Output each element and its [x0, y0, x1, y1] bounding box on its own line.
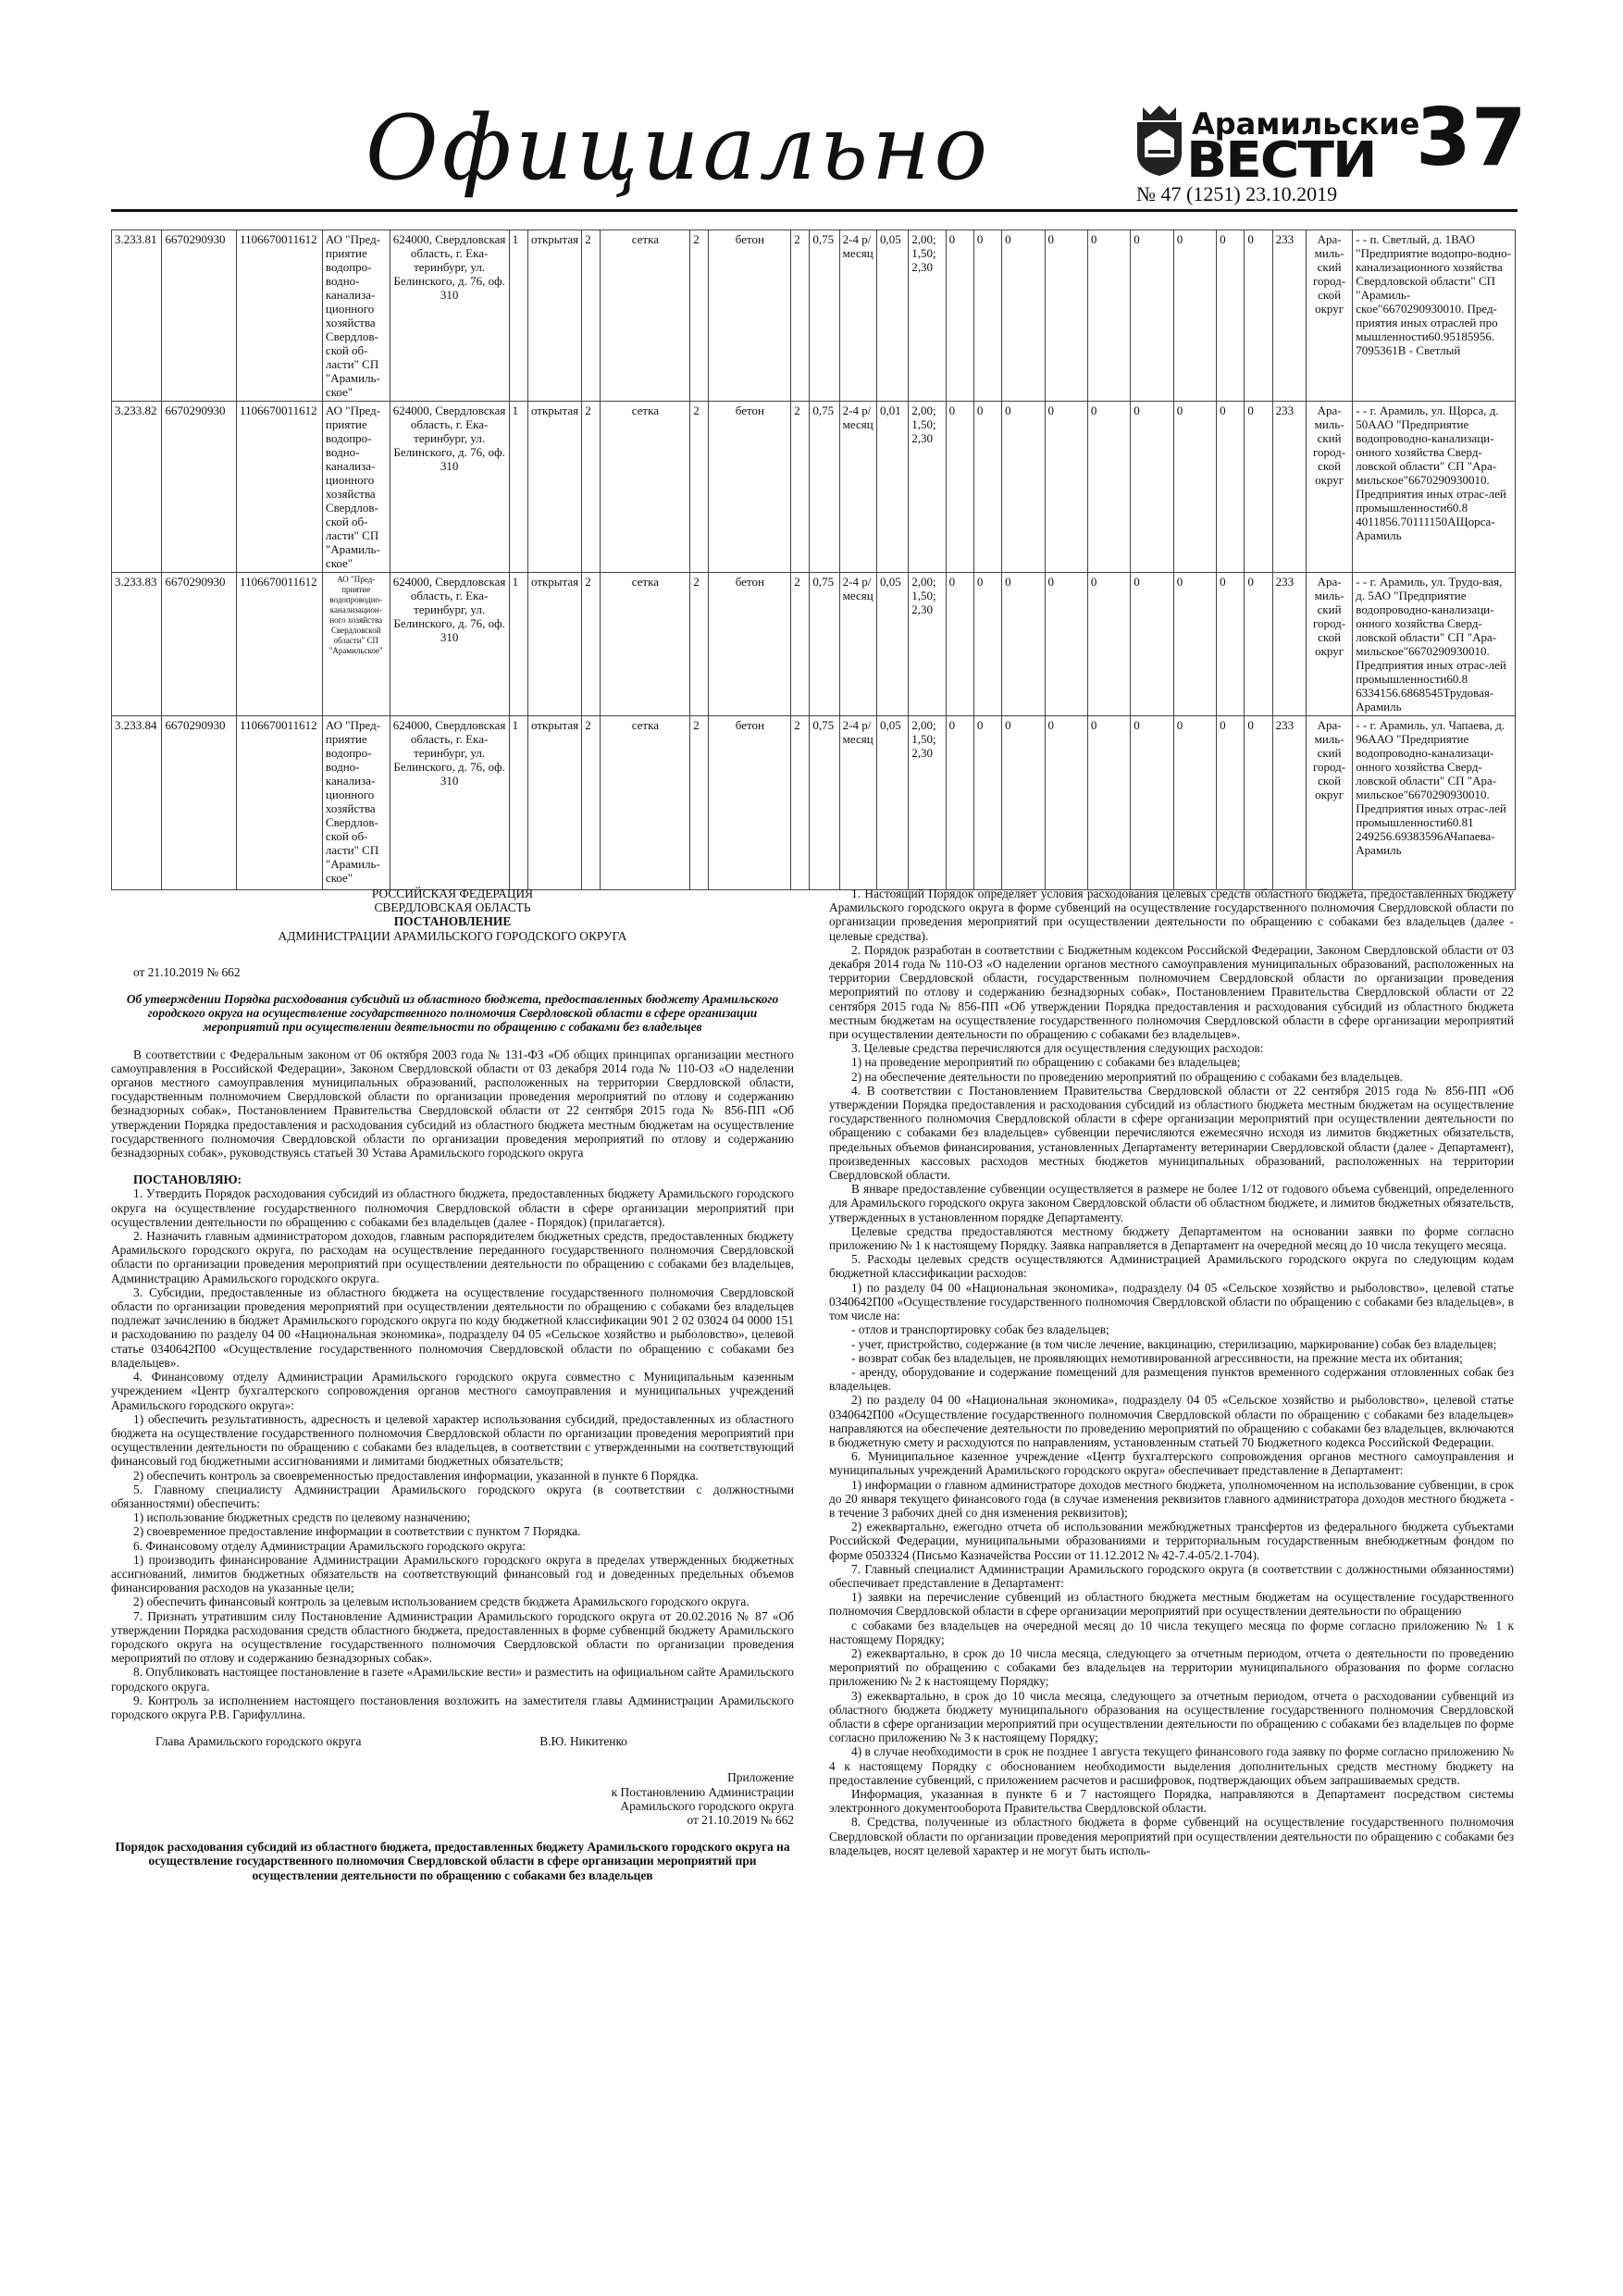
table-cell: 0	[1002, 716, 1045, 890]
table-cell: 3.233.84	[112, 716, 162, 890]
issue-number: № 47 (1251) 23.10.2019	[1136, 182, 1338, 205]
left-column	[111, 887, 794, 1882]
paragraph: 5. Главному специалисту Администрации Арамильского городского округа (в соответствии с должностными обязанностями) обеспечить:	[111, 1482, 794, 1510]
table-cell: 0,75	[810, 402, 839, 573]
table-cell: 0	[1131, 230, 1173, 402]
table-cell: АО "Пред-приятие водопро-водно-канализа-ционного хозяйства Свердлов-ской об-ласти" СП "Арамиль-ское"	[322, 230, 390, 402]
table-cell: 2,00; 1,50; 2,30	[909, 230, 946, 402]
table-cell: 624000, Свердловская область, г. Ека-теринбург, ул. Белинского, д. 76, оф. 310	[390, 573, 509, 716]
table-cell: 1	[509, 573, 527, 716]
paragraph: 8. Опубликовать настоящее постановление в газете «Арамильские вести» и разместить на официальном сайте Арамильского городского округа.	[111, 1665, 794, 1694]
table-cell: 0	[973, 402, 1001, 573]
table-row	[112, 402, 1516, 573]
page-number: 37	[1416, 92, 1527, 184]
table-cell: 0	[1245, 402, 1272, 573]
table-cell: АО "Пред-приятие водопроводно-канализацион-ного хозяйства Свердловской области" СП "Арамильское"	[322, 573, 390, 716]
table-cell: 0	[1245, 573, 1272, 716]
logo-main-text: ВЕСТИ	[1186, 130, 1376, 189]
right-column	[829, 887, 1514, 1857]
table-cell: 2	[582, 716, 601, 890]
table-cell: - - г. Арамиль, ул. Трудо-вая, д. 5АО "Предприятие водопроводно-канализаци-онного хозяйства Сверд-ловской области" СП "Ара-мильское"6670290930010. Предприятия иных отрас-лей промышленности60.8 6334156.6868545Трудовая-Арамиль	[1353, 573, 1516, 716]
paragraph: с собаками без владельцев на очередной месяц до 10 числа текущего месяца по форме согласно приложению № 1 к настоящему Порядку;	[829, 1618, 1514, 1646]
table-row	[112, 573, 1516, 716]
table-cell: АО "Пред-приятие водопро-водно-канализа-ционного хозяйства Свердлов-ской об-ласти" СП "Арамиль-ское"	[322, 716, 390, 890]
table-cell: 0	[1045, 716, 1087, 890]
table-cell: 3.233.83	[112, 573, 162, 716]
table-cell: 2	[690, 230, 709, 402]
paragraph: 1) заявки на перечисление субвенций из областного бюджета местным бюджетам на осуществление государственного полномочия Свердловской области в сфере организации мероприятий при осуществлении деятельности по обращению	[829, 1590, 1514, 1619]
paragraph: 8. Средства, полученные из областного бюджета в форме субвенций на осуществление государственного полномочия Свердловской области по организации проведения мероприятий при осуществлении деятельности по обращению с собаками без владельцев, носят целевой характер и не могут быть исполь-	[829, 1815, 1514, 1857]
signature-position: Глава Арамильского городского округа	[155, 1734, 362, 1749]
table-cell: 0	[1002, 573, 1045, 716]
table-cell: 0	[973, 230, 1001, 402]
table-cell: открытая	[527, 402, 582, 573]
table-cell: 0	[1087, 402, 1130, 573]
table-cell: 0	[1217, 573, 1245, 716]
table-cell: 233	[1272, 573, 1306, 716]
heading-region: СВЕРДЛОВСКАЯ ОБЛАСТЬ	[374, 900, 531, 915]
table-cell: 233	[1272, 402, 1306, 573]
table-cell: сетка	[601, 573, 690, 716]
table-cell: 0	[1217, 716, 1245, 890]
table-cell: 2-4 р/месяц	[839, 402, 876, 573]
paragraph: 1) производить финансирование Администрации Арамильского городского округа в пределах утвержденных бюджетных ассигнований, лимитов бюджетных обязательств на соответствующий финансовый год и доведенных предельных объемов финансирования расходов на указанные цели;	[111, 1552, 794, 1595]
table-cell: 0	[1131, 402, 1173, 573]
table-cell: 0	[1173, 402, 1216, 573]
table-cell: 0,75	[810, 573, 839, 716]
order-title: Порядок расходования субсидий из областного бюджета, предоставленных бюджету Арамильского городского округа на осуществление государственного полномочия Свердловской области в сфере организации мероприятий при осуществлении деятельности по обращению с собаками без владельцев	[115, 1840, 790, 1882]
table-cell: 0,05	[877, 573, 909, 716]
table-cell: 6670290930	[162, 573, 237, 716]
table-cell: 6670290930	[162, 716, 237, 890]
paragraph: 6. Финансовому отделу Администрации Арамильского городского округа:	[133, 1538, 527, 1553]
table-cell: 0	[946, 402, 973, 573]
logo-top-text: Арамильские	[1192, 106, 1420, 142]
table-cell: 2,00; 1,50; 2,30	[909, 402, 946, 573]
heading-federation: РОССИЙСКАЯ ФЕДЕРАЦИЯ	[371, 887, 534, 900]
table-cell: 0,01	[877, 402, 909, 573]
table-cell: - - г. Арамиль, ул. Чапаева, д. 96ААО "Предприятие водопроводно-канализаци-онного хозяйства Сверд-ловской области" СП "Ара-мильское"6670290930010. Предприятия иных отрас-лей промышленности60.81 249256.69383596АЧапаева-Арамиль	[1353, 716, 1516, 890]
table-cell: 0,75	[810, 716, 839, 890]
table-cell: 0	[946, 573, 973, 716]
table-cell: 0	[1173, 230, 1216, 402]
table-cell: Ара-миль-ский город-ской округ	[1306, 230, 1352, 402]
table-cell: 2	[791, 230, 810, 402]
paragraph: 1) на проведение мероприятий по обращению с собаками без владельцев;	[851, 1055, 1241, 1070]
table-cell: 0	[1173, 716, 1216, 890]
table-cell: Ара-миль-ский город-ской округ	[1306, 402, 1352, 573]
paragraph: - учет, пристройство, содержание (в том числе лечение, вакцинацию, стерилизацию, маркирование) собак без владельцев;	[851, 1336, 1497, 1351]
paragraph: 2) на обеспечение деятельности по проведению мероприятий по обращению с собаками без владельцев.	[851, 1069, 1404, 1084]
paragraph: 2) ежеквартально, ежегодно отчета об использовании межбюджетных трансфертов из федерального бюджета субъектами Российской Федерации, муниципальными образованиями и территориальным государственным внебюджетным фондом по форме 0503324 (Письмо Казначейства России от 11.12.2012 № 42-7.4-05/2.1-704).	[829, 1520, 1514, 1562]
table-cell: 2	[791, 716, 810, 890]
paragraph: 7. Главный специалист Администрации Арамильского городского округа (в соответствии с должностными обязанностями) обеспечивает представление в Департамент:	[829, 1561, 1514, 1590]
table-cell: 6670290930	[162, 402, 237, 573]
table-cell: открытая	[527, 573, 582, 716]
paragraph: Целевые средства предоставляются местному бюджету Департаментом на основании заявки по форме согласно приложению № 1 к настоящему Порядку. Заявка направляется в Департамент на очередной месяц до 10 числа текущего месяца.	[829, 1223, 1514, 1253]
table-cell: - - г. Арамиль, ул. Щорса, д. 50ААО "Предприятие водопроводно-канализаци-онного хозяйства Сверд-ловской области" СП "Ара-мильское"6670290930010. Предприятия иных отрас-лей промышленности60.8 4011856.70111150АЩорса-Арамиль	[1353, 402, 1516, 573]
table-cell: 0	[973, 573, 1001, 716]
table-cell: 2	[690, 402, 709, 573]
paragraph: 3) ежеквартально, в срок до 10 числа месяца, следующего за отчетным периодом, отчета о расходовании субвенций из областного бюджета бюджету муниципального образования на осуществление государственного полномочия Свердловской области в сфере организации мероприятий при осуществлении деятельности по обращению с собаками без владельцев по форме согласно приложению № 3 к настоящему Порядку;	[829, 1688, 1514, 1745]
table-cell: 1	[509, 402, 527, 573]
page-header	[0, 0, 1623, 217]
paragraph: 3. Целевые средства перечисляются для осуществления следующих расходов:	[851, 1041, 1264, 1056]
table-cell: 2	[791, 402, 810, 573]
table-cell: 2	[582, 402, 601, 573]
table-cell: 1106670011612	[237, 573, 323, 716]
table-cell: бетон	[709, 716, 791, 890]
table-cell: 2,00; 1,50; 2,30	[909, 573, 946, 716]
table-cell: 3.233.82	[112, 402, 162, 573]
paragraph: Информация, указанная в пункте 6 и 7 настоящего Порядка, направляются в Департамент посредством системы электронного документооборота Правительства Свердловской области.	[829, 1787, 1514, 1816]
table-cell: 1106670011612	[237, 402, 323, 573]
paragraph: В январе предоставление субвенции осуществляется в размере не более 1/12 от годового объема субвенций, определенного для Арамильского городского округа законом Свердловской области об областном бюджете, и лимитов бюджетных обязательств, утвержденных в установленном порядке Департаменту.	[829, 1182, 1514, 1224]
table-cell: 2-4 р/месяц	[839, 230, 876, 402]
table-cell: 0	[1245, 230, 1272, 402]
preamble: В соответствии с Федеральным законом от 06 октября 2003 года № 131-ФЗ «Об общих принципах организации местного самоуправления в Российской Федерации», Законом Свердловской области от 03 декабря 2014 года № 110-ОЗ «О наделении органов местного самоуправления муниципальных образований, расположенных на территории Свердловской области, государственным полномочием Свердловской области по организации проведения мероприятий по отлову и содержанию безнадзорных собак», Постановлением Правительства Свердловской области от 22 сентября 2015 года № 856-ПП «Об утверждении Порядка предоставления и расходования субсидий из областного бюджета местным бюджетам на осуществление государственного полномочия Свердловской области по организации проведения мероприятий по отлову и содержанию безнадзорных собак», руководствуясь статьей 30 Устава Арамильского городского округа	[111, 1047, 794, 1160]
section-title: Официально	[365, 96, 992, 200]
table-cell: бетон	[709, 573, 791, 716]
resolution-title: Об утверждении Порядка расходования субсидий из областного бюджета, предоставленных бюджету Арамильского городского округа на осуществление государственного полномочия Свердловской области в сфере организации мероприятий при осуществлении деятельности по обращению с собаками без владельцев	[126, 992, 779, 1035]
header-rule	[111, 209, 1518, 212]
table-cell: 0,75	[810, 230, 839, 402]
resolution-date: от 21.10.2019 № 662	[133, 964, 241, 979]
paragraph: 2. Назначить главным администратором доходов, главным распорядителем бюджетных средств, предоставленных бюджету Арамильского городского округа, по расходам на осуществление переданного государственного полномочия Свердловской области по организации проведения мероприятий при осуществлении деятельности по обращению с собаками без владельцев, Администрацию Арамильского городского округа.	[111, 1229, 794, 1285]
table-cell: 233	[1272, 230, 1306, 402]
table-cell: 0	[1173, 573, 1216, 716]
table-cell: 0	[1087, 573, 1130, 716]
resolve-word: ПОСТАНОВЛЯЮ:	[133, 1173, 242, 1187]
paragraph: - аренду, оборудование и содержание помещений для размещения пунктов временного содержания отловленных собак без владельцев.	[829, 1364, 1514, 1394]
table-cell: 0	[1131, 716, 1173, 890]
table-cell: 0	[1045, 230, 1087, 402]
table-cell: 0	[1045, 402, 1087, 573]
paragraph: 3. Субсидии, предоставленные из областного бюджета на осуществление государственного полномочия Свердловской области по организации проведения мероприятий при осуществлении деятельности по обращению с собаками без владельцев подлежат зачислению в бюджет Арамильского городского округа по коду бюджетной классификации 901 2 02 03024 04 0000 151 и расходованию по разделу 04 00 «Национальная экономика», подразделу 04 05 «Сельское хозяйство и рыболовство», целевой статье 0340642П00 «Осуществление государственного полномочия Свердловской области по обращению с собаками без владельцев».	[111, 1285, 794, 1370]
appendix-line-1: Приложение	[727, 1770, 794, 1785]
paragraph: 4. В соответствии с Постановлением Правительства Свердловской области от 22 сентября 2015 года № 856-ПП «Об утверждении Порядка предоставления и расходования субсидий из областного бюджета местным бюджетам на осуществление государственного полномочия Свердловской области в сфере организации мероприятий при осуществлении деятельности по обращению с собаками без владельцев» субвенции перечисляются ежемесячно исходя из лимитов бюджетных обязательств, предельных объемов финансирования, установленных Департаменту ветеринарии Свердловской области (далее - Департамент), произведенных кассовых расходов местных бюджетов муниципальных образований, расположенных на территории Свердловской области.	[829, 1083, 1514, 1183]
paragraph: 1) обеспечить результативность, адресность и целевой характер использования субсидий, предоставленных из областного бюджета на осуществление государственного полномочия Свердловской области по организации проведения мероприятий при осуществлении деятельности по обращению с собаками без владельцев, в соответствии с утвержденными на соответствующий финансовый год бюджетными ассигнованиями и лимитами бюджетных обязательств;	[111, 1411, 794, 1469]
table-cell: 2	[690, 573, 709, 716]
table-cell: 2	[582, 230, 601, 402]
paragraph: 2) по разделу 04 00 «Национальная экономика», подразделу 04 05 «Сельское хозяйство и рыболовство», целевой статье 0340642П00 «Осуществление государственного полномочия Свердловской области по обращению с собаками без владельцев» направляются на обеспечение деятельности по проведению мероприятий по обращению с собаками без владельцев, включаются в бюджетную смету и расходуются по направлениям, установленным статьей 70 Бюджетного кодекса Российской Федерации.	[829, 1393, 1514, 1449]
table-cell: 0	[1045, 573, 1087, 716]
paragraph: - отлов и транспортировку собак без владельцев;	[851, 1322, 1109, 1337]
table-cell: 0	[946, 230, 973, 402]
table-cell: 2-4 р/месяц	[839, 716, 876, 890]
table-cell: 2-4 р/месяц	[839, 573, 876, 716]
table-cell: 0	[1245, 716, 1272, 890]
table-cell: 0	[973, 716, 1001, 890]
heading-resolution: ПОСТАНОВЛЕНИЕ	[393, 914, 512, 929]
table-cell: 0	[1131, 573, 1173, 716]
paragraph: - возврат собак без владельцев, не проявляющих немотивированной агрессивности, на прежние места их обитания;	[851, 1350, 1463, 1365]
table-cell: 0	[1217, 230, 1245, 402]
table-cell: 3.233.81	[112, 230, 162, 402]
appendix-line-2: к Постановлению Администрации	[611, 1784, 794, 1799]
table-cell: 0	[1002, 230, 1045, 402]
table-cell: 0	[946, 716, 973, 890]
table-cell: 1106670011612	[237, 716, 323, 890]
table-cell: 624000, Свердловская область, г. Ека-теринбург, ул. Белинского, д. 76, оф. 310	[390, 402, 509, 573]
signature-line	[111, 1734, 794, 1748]
table-cell: 624000, Свердловская область, г. Ека-теринбург, ул. Белинского, д. 76, оф. 310	[390, 716, 509, 890]
table-cell: 6670290930	[162, 230, 237, 402]
table-cell: 0	[1087, 230, 1130, 402]
paragraph: 7. Признать утратившим силу Постановление Администрации Арамильского городского округа от 20.02.2016 № 87 «Об утверждении Порядка расходования средств областного бюджета, предоставленных в форме субвенций бюджету Арамильского городского округа на осуществление государственного полномочия Свердловской области по организации проведения мероприятий по отлову и содержанию безнадзорных собак».	[111, 1608, 794, 1666]
paragraph: 4) в случае необходимости в срок не позднее 1 августа текущего финансового года заявку по форме согласно приложению № 4 к настоящему Порядку с обоснованием необходимости выделения дополнительных средств местному бюджету на предоставление субвенций, с приложением расчетов и расшифровок, подтверждающих объем запрашиваемых средств.	[829, 1744, 1514, 1787]
order-paragraphs	[829, 887, 1514, 1857]
table-cell: 1	[509, 230, 527, 402]
paragraph: 1) информации о главном администраторе доходов местного бюджета, уполномоченном на использование субвенции, в срок до 20 января текущего финансового года (в случае изменения реквизитов главного администратора доходов местного бюджета - в течение 3 рабочих дней со дня изменения реквизитов);	[829, 1477, 1514, 1520]
table-cell: 2	[582, 573, 601, 716]
appendix-line-3: Арамильского городского округа	[620, 1798, 794, 1813]
table-cell: сетка	[601, 402, 690, 573]
table-cell: открытая	[527, 230, 582, 402]
table-cell: 2,00; 1,50; 2,30	[909, 716, 946, 890]
paragraph: 9. Контроль за исполнением настоящего постановления возложить на заместителя главы Администрации Арамильского городского округа Р.В. Гарифуллина.	[111, 1693, 794, 1721]
table-row	[112, 716, 1516, 890]
resolution-paragraphs	[111, 1186, 794, 1721]
paragraph: 1) по разделу 04 00 «Национальная экономика», подразделу 04 05 «Сельское хозяйство и рыболовство», целевой статье 0340642П00 «Осуществление государственного полномочия Свердловской области по обращению с собаками без владельцев», в том числе на:	[829, 1280, 1514, 1323]
table-cell: АО "Пред-приятие водопро-водно-канализа-ционного хозяйства Свердлов-ской об-ласти" СП "Арамиль-ское"	[322, 402, 390, 573]
heading-administration: АДМИНИСТРАЦИИ АРАМИЛЬСКОГО ГОРОДСКОГО ОКРУГА	[278, 928, 627, 943]
paragraph: 2) своевременное предоставление информации в соответствии с пунктом 7 Порядка.	[133, 1524, 581, 1539]
paragraph: 1. Настоящий Порядок определяет условия расходования целевых средств областного бюджета, предоставленных бюджету Арамильского городского округа в форме субвенций на осуществление государственного полномочия Свердловской области по организации проведения мероприятий при осуществлении деятельности по обращению с собаками без владельцев (далее - целевые средства).	[829, 887, 1514, 943]
paragraph: 2) обеспечить финансовый контроль за целевым использованием средств бюджета Арамильского городского округа.	[133, 1595, 750, 1609]
paragraph: 1) использование бюджетных средств по целевому назначению;	[133, 1510, 471, 1525]
table-cell: Ара-миль-ский город-ской округ	[1306, 716, 1352, 890]
paragraph: 2. Порядок разработан в соответствии с Бюджетным кодексом Российской Федерации, Законом Свердловской области от 03 декабря 2014 года № 110-ОЗ «О наделении органов местного самоуправления муниципальных образований, расположенных на территории Свердловской области, государственным полномочием Свердловской области по организации проведения мероприятий по отлову и содержанию безнадзорных собак», Постановлением Правительства Свердловской области от 22 сентября 2015 года № 856-ПП «Об утверждении Порядка предоставления и расходования субсидий из областного бюджета местным бюджетам на осуществление государственного полномочия Свердловской области в сфере организации мероприятий при осуществлении деятельности по обращению с собаками без владельцев».	[829, 942, 1514, 1042]
coat-of-arms-icon	[1134, 102, 1185, 178]
paragraph: 1. Утвердить Порядок расходования субсидий из областного бюджета, предоставленных бюджету Арамильского городского округа на осуществление государственного полномочия Свердловской области в сфере организации мероприятий при осуществлении деятельности по обращению с собаками без владельцев (далее - Порядок) (прилагается).	[111, 1186, 794, 1229]
table-cell: бетон	[709, 230, 791, 402]
table-cell: 1	[509, 716, 527, 890]
paragraph: 5. Расходы целевых средств осуществляются Администрацией Арамильского городского округа по следующим кодам бюджетной классификации расходов:	[829, 1252, 1514, 1281]
appendix-line-4: от 21.10.2019 № 662	[687, 1812, 794, 1827]
table-cell: 0	[1217, 402, 1245, 573]
table-cell: бетон	[709, 402, 791, 573]
table-cell: Ара-миль-ский город-ской округ	[1306, 573, 1352, 716]
table-cell: 2	[791, 573, 810, 716]
paragraph: 6. Муниципальное казенное учреждение «Центр бухгалтерского сопровождения органов местного самоуправления и муниципальных учреждений Арамильского городского округа» обеспечивает представление в Департамент:	[829, 1449, 1514, 1478]
signature-name: В.Ю. Никитенко	[539, 1734, 627, 1749]
table-cell: 0,05	[877, 716, 909, 890]
table-cell: 0	[1087, 716, 1130, 890]
table-cell: сетка	[601, 230, 690, 402]
data-table	[111, 230, 1516, 890]
paragraph: 2) обеспечить контроль за своевременностью предоставления информации, указанной в пункте 6 Порядка.	[133, 1468, 699, 1483]
paragraph: 4. Финансовому отделу Администрации Арамильского городского округа совместно с Муниципальным казенным учреждением «Центр бухгалтерского сопровождения органов местного самоуправления и муниципальных учреждений Арамильского городского округа»:	[111, 1370, 794, 1412]
table-cell: сетка	[601, 716, 690, 890]
paragraph: 2) ежеквартально, в срок до 10 числа месяца, следующего за отчетным периодом, отчета о деятельности по проведению мероприятий по обращению с собаками без владельцев на территории муниципального образования по форме согласно приложению № 2 к настоящему Порядку;	[829, 1645, 1514, 1689]
table-cell: - - п. Светлый, д. 1ВАО "Предприятие водопро-водно-канализационного хозяйства Свердловской области" СП "Арамиль-ское"6670290930010. Пред-приятия иных отраслей про мышленности60.95185956. 7095361В - Светлый	[1353, 230, 1516, 402]
table-cell: открытая	[527, 716, 582, 890]
table-cell: 2	[690, 716, 709, 890]
table-cell: 0,05	[877, 230, 909, 402]
table-cell: 624000, Свердловская область, г. Ека-теринбург, ул. Белинского, д. 76, оф. 310	[390, 230, 509, 402]
table-cell: 1106670011612	[237, 230, 323, 402]
table-cell: 0	[1002, 402, 1045, 573]
table-cell: 233	[1272, 716, 1306, 890]
table-row	[112, 230, 1516, 402]
